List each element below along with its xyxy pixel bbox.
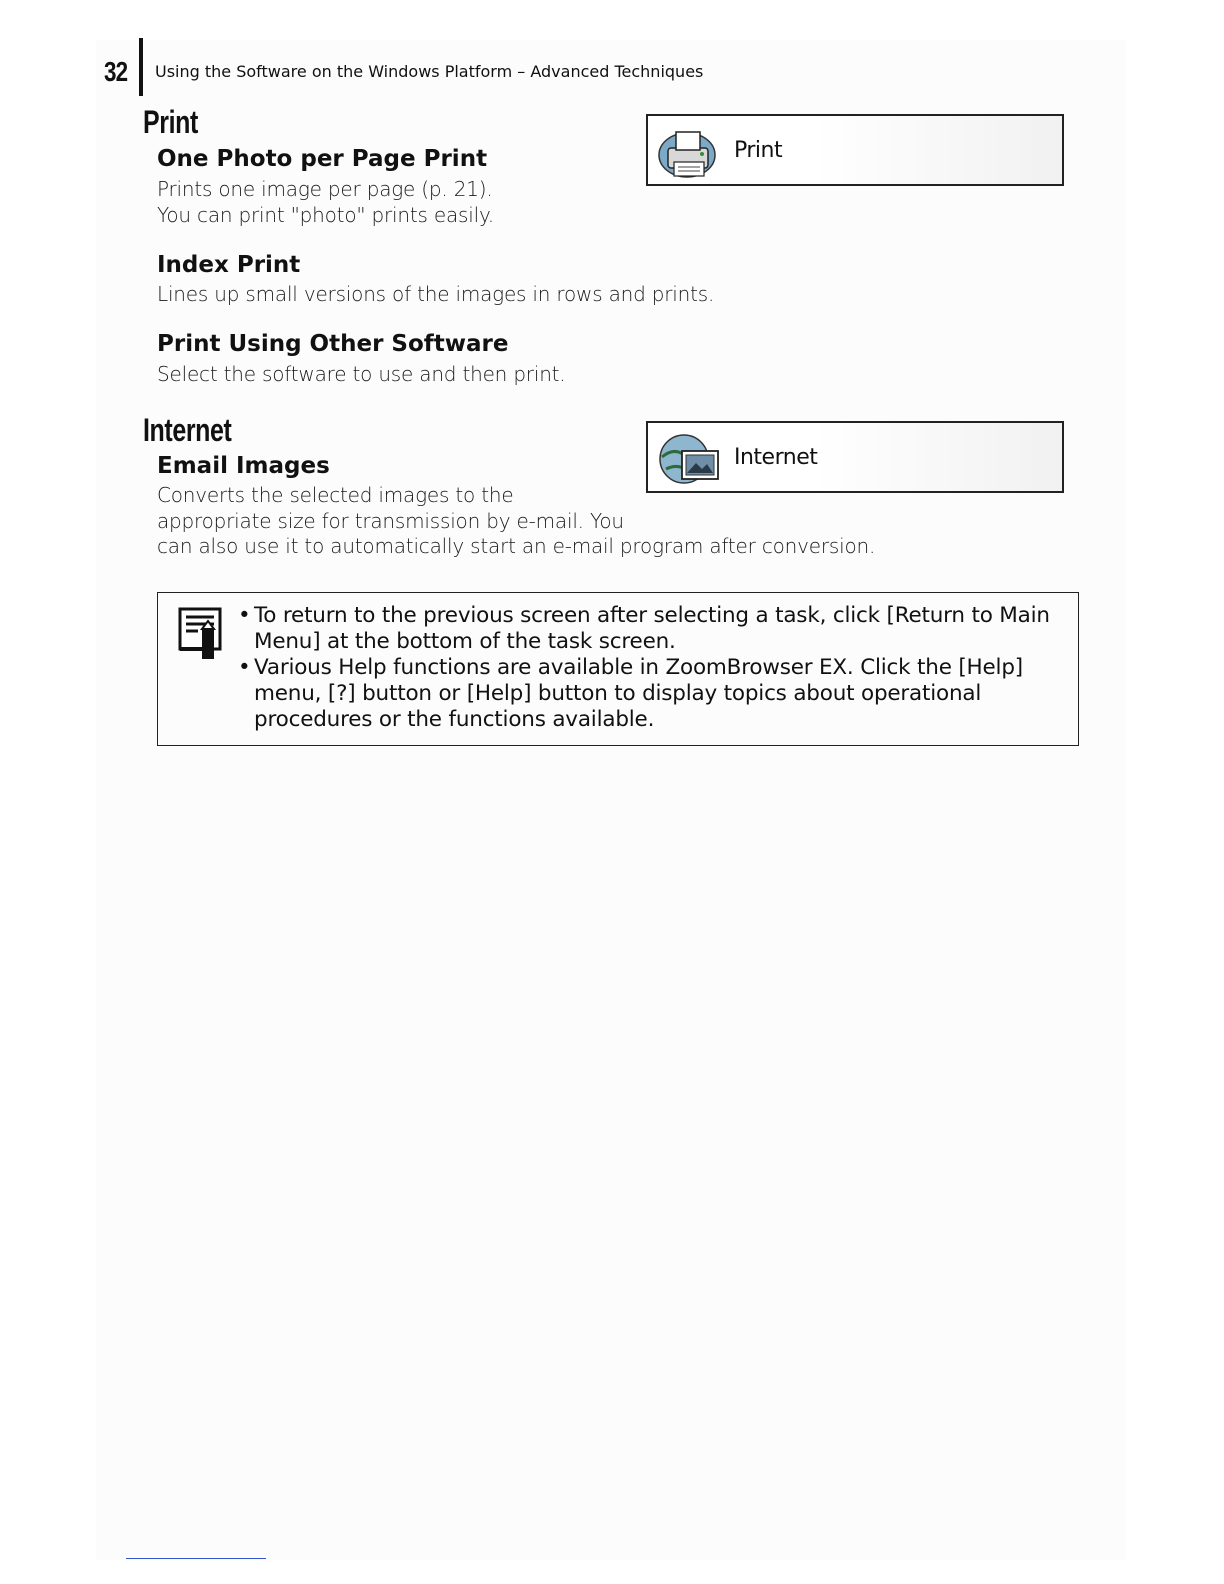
subheading-one-photo: One Photo per Page Print xyxy=(157,146,488,172)
page-number: 32 xyxy=(104,56,128,87)
bullet-icon: • xyxy=(238,655,251,680)
subheading-email-images: Email Images xyxy=(157,453,330,479)
note-bullet-2-line-2: menu, [?] button or [Help] button to display topics about operational xyxy=(254,681,982,706)
header-title: Using the Software on the Windows Platform – Advanced Techniques xyxy=(155,62,704,81)
email-images-line-3: can also use it to automatically start an e-mail program after conversion. xyxy=(157,534,876,558)
note-list xyxy=(238,603,1068,733)
header-divider xyxy=(139,38,143,96)
internet-button-label: Internet xyxy=(734,445,818,470)
bullet-icon: • xyxy=(238,603,251,628)
note-bullet-2-line-1: Various Help functions are available in ZoomBrowser EX. Click the [Help] xyxy=(254,655,1023,680)
note-bullet-2-line-3: procedures or the functions available. xyxy=(254,707,655,732)
globe-image-icon xyxy=(654,429,724,487)
print-task-button[interactable] xyxy=(646,114,1064,186)
bottom-rule xyxy=(126,1558,266,1559)
section-heading-print: Print xyxy=(143,104,198,140)
note-box xyxy=(157,592,1079,746)
one-photo-line-1: Prints one image per page (p. 21). xyxy=(157,177,493,201)
email-images-line-1: Converts the selected images to the xyxy=(157,483,514,507)
note-bullet-1-line-2: Menu] at the bottom of the task screen. xyxy=(254,629,676,654)
index-print-line-1: Lines up small versions of the images in rows and prints. xyxy=(157,282,715,306)
subheading-other-software: Print Using Other Software xyxy=(157,331,509,357)
subheading-index-print: Index Print xyxy=(157,252,301,278)
note-bullet-1 xyxy=(238,603,1068,655)
section-heading-internet: Internet xyxy=(143,412,232,448)
email-images-line-2: appropriate size for transmission by e-mail. You xyxy=(157,509,624,533)
printer-icon xyxy=(654,122,724,180)
other-software-line-1: Select the software to use and then print. xyxy=(157,362,566,386)
internet-task-button[interactable] xyxy=(646,421,1064,493)
note-bullet-1-line-1: To return to the previous screen after selecting a task, click [Return to Main xyxy=(254,603,1050,628)
print-button-label: Print xyxy=(734,138,783,163)
memo-icon xyxy=(178,607,222,661)
one-photo-line-2: You can print "photo" prints easily. xyxy=(157,203,494,227)
note-bullet-2 xyxy=(238,655,1068,733)
